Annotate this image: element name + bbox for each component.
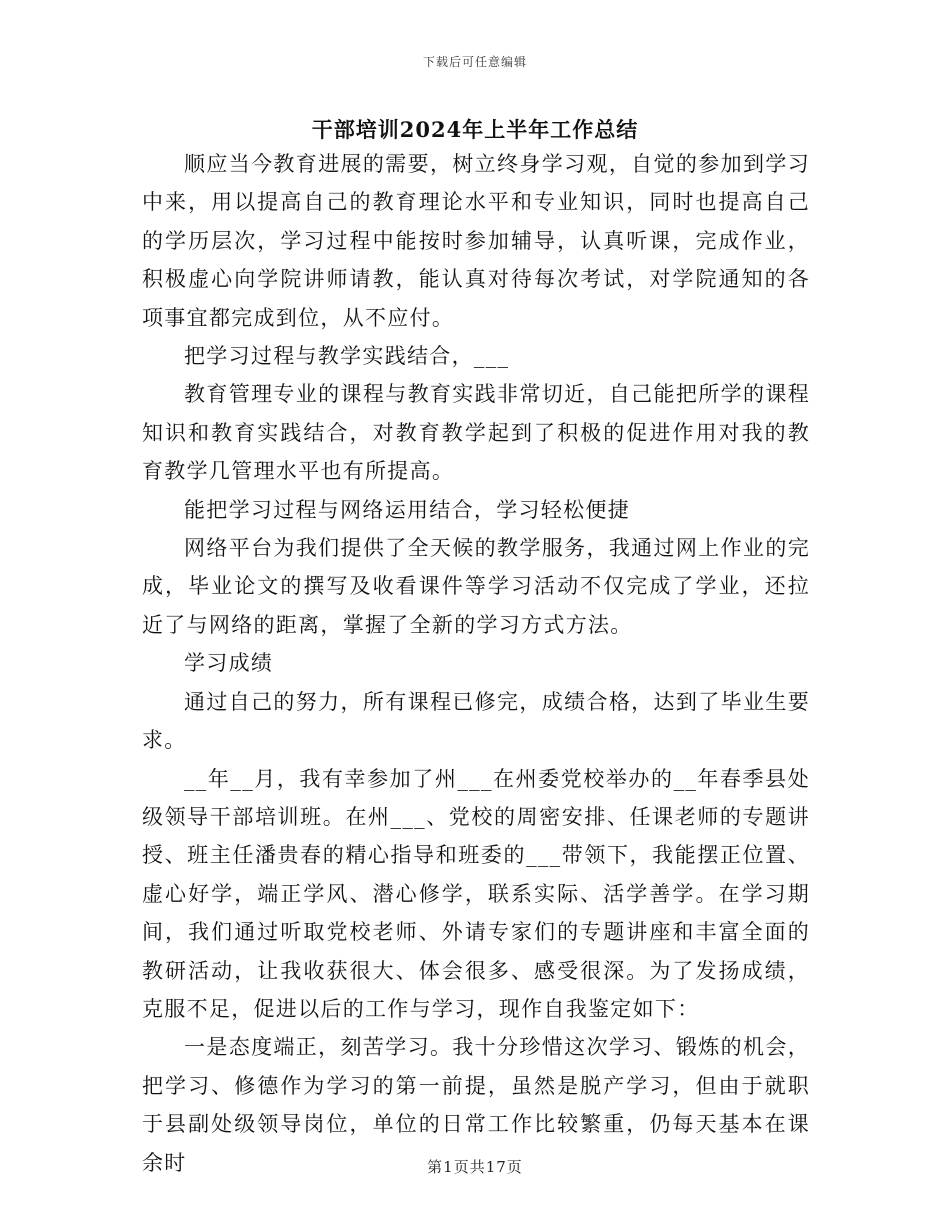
paragraph: 能把学习过程与网络运用结合，学习轻松便捷 bbox=[184, 497, 630, 522]
paragraph: 网络平台为我们提供了全天候的教学服务，我通过网上作业的完成，毕业论文的撰写及收看课件等学习活动不仅完成了学业，还拉近了与网络的距离，掌握了全新的学习方式方法。 bbox=[142, 536, 810, 637]
document-body bbox=[142, 145, 810, 1182]
paragraph: 教育管理专业的课程与教育实践非常切近，自己能把所学的课程知识和教育实践结合，对教育教学起到了积极的促进作用对我的教育教学几管理水平也有所提高。 bbox=[142, 382, 810, 484]
page-footer: 第1页共17页 bbox=[427, 1158, 523, 1176]
paragraph: 把学习过程与教学实践结合，___ bbox=[184, 344, 510, 369]
paragraph: 一是态度端正，刻苦学习。我十分珍惜这次学习、锻炼的机会，把学习、修德作为学习的第一前提，虽然是脱产学习，但由于就职于县副处级领导岗位，单位的日常工作比较繁重，仍每天基本在课余时 bbox=[142, 1035, 810, 1175]
paragraph: __年__月，我有幸参加了州___在州委党校举办的__年春季县处级领导干部培训班。在州___、党校的周密安排、任课老师的专题讲授、班主任潘贵春的精心指导和班委的___带领下，我能摆正位置、虚心好学，端正学风、潜心修学，联系实际、活学善学。在学习期间，我们通过听取党校老师、外请专家们的专题讲座和丰富全面的教研活动，让我收获很大、体会很多、感受很深。为了发扬成绩，克服不足，促进以后的工作与学习，现作自我鉴定如下： bbox=[142, 766, 810, 1021]
paragraph: 顺应当今教育进展的需要，树立终身学习观，自觉的参加到学习中来，用以提高自己的教育理论水平和专业知识，同时也提高自己的学历层次，学习过程中能按时参加辅导，认真听课，完成作业，积极虚心向学院讲师请教，能认真对待每次考试，对学院通知的各项事宜都完成到位，从不应付。 bbox=[142, 152, 810, 330]
header-note: 下载后可任意编辑 bbox=[422, 55, 527, 69]
paragraph: 通过自己的努力，所有课程已修完，成绩合格，达到了毕业生要求。 bbox=[142, 689, 810, 753]
document-title: 干部培训2024年上半年工作总结 bbox=[311, 117, 639, 142]
paragraph: 学习成绩 bbox=[184, 651, 274, 676]
